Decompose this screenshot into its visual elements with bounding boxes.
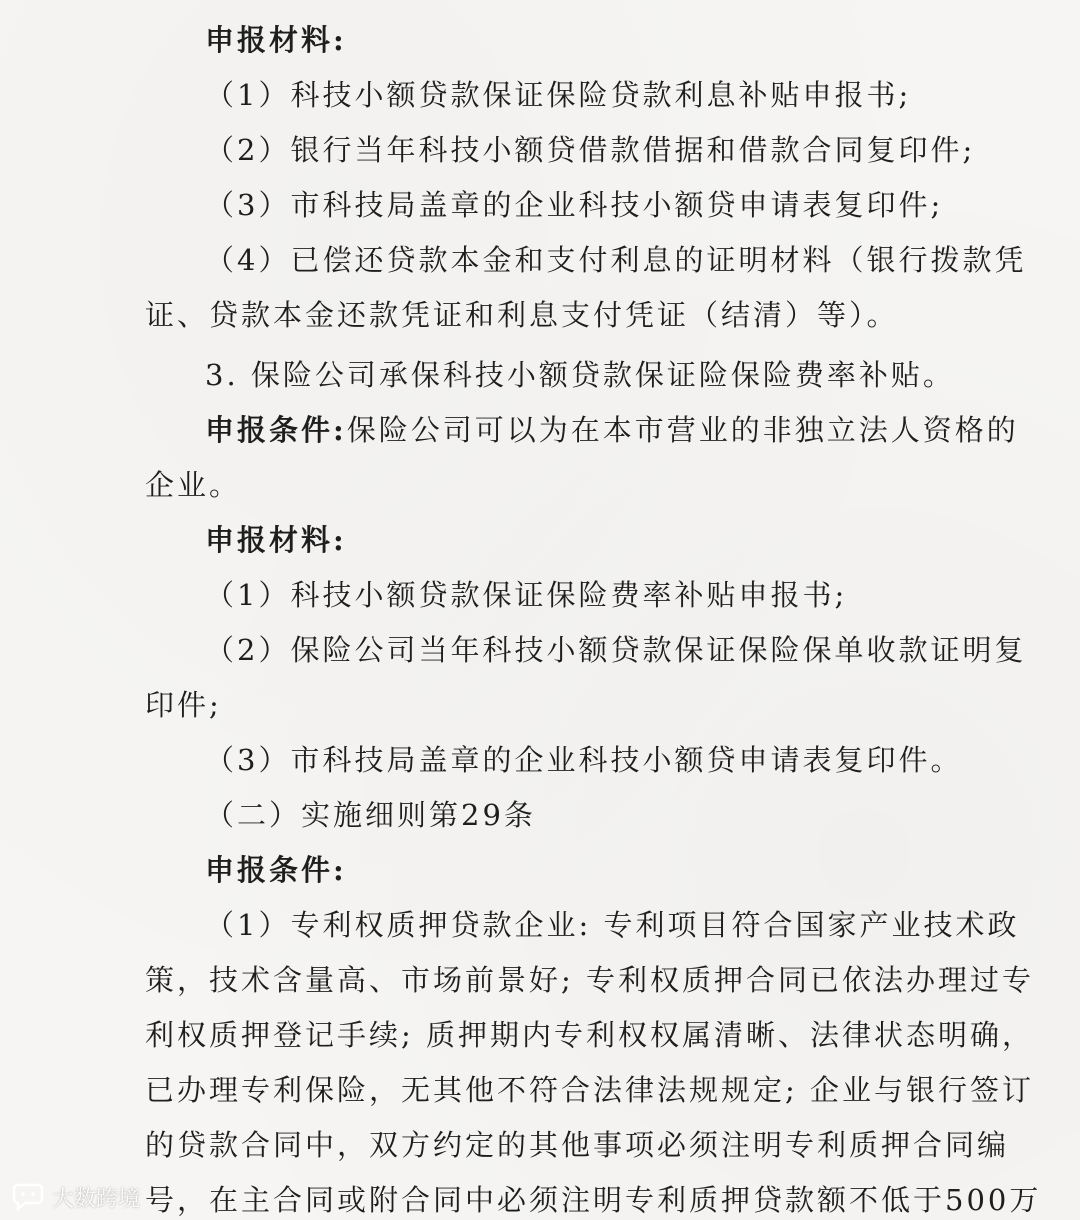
text-line: （1）专利权质押贷款企业: 专利项目符合国家产业技术政 [205,908,1020,942]
text-line: （1）科技小额贷款保证保险费率补贴申报书; [205,578,848,612]
text-line: （3）市科技局盖章的企业科技小额贷申请表复印件。 [205,743,963,777]
watermark [10,1180,140,1214]
heading-application-conditions-2: 申报条件: [205,853,347,887]
text-line: 印件; [145,688,222,722]
text-line: （4）已偿还贷款本金和支付利息的证明材料（银行拨款凭 [205,243,1027,277]
text-span: 保险公司可以为在本市营业的非独立法人资格的 [346,413,1019,447]
chat-bubble-icon [10,1183,46,1211]
text-line: 号，在主合同或附合同中必须注明专利质押贷款额不低于500万 [145,1183,1042,1217]
heading-application-materials-2: 申报材料: [205,523,347,557]
text-line: （2）保险公司当年科技小额贷款保证保险保单收款证明复 [205,633,1027,667]
subsection-heading: （二）实施细则第29条 [205,798,536,832]
heading-application-conditions-1: 申报条件: [205,413,347,447]
text-line: 利权质押登记手续; 质押期内专利权权属清晰、法律状态明确， [145,1018,1034,1052]
text-line: （2）银行当年科技小额贷借款借据和借款合同复印件; [205,133,976,167]
text-line: 的贷款合同中，双方约定的其他事项必须注明专利质押合同编 [145,1128,1010,1162]
heading-application-materials-1: 申报材料: [205,23,347,57]
text-line: 策，技术含量高、市场前景好; 专利权质押合同已依法办理过专 [145,963,1034,997]
section-heading: 3. 保险公司承保科技小额贷款保证险保险费率补贴。 [205,358,955,392]
text-line: 企业。 [145,468,242,502]
text-line: 已办理专利保险，无其他不符合法律法规规定; 企业与银行签订 [145,1073,1034,1107]
text-line: （1）科技小额贷款保证保险贷款利息补贴申报书; [205,78,912,112]
watermark-text: 大数跨境 [52,1186,141,1212]
application-conditions-line [205,410,1019,450]
text-line: 证、贷款本金还款凭证和利息支付凭证（结清）等）。 [145,298,899,332]
text-line: （3）市科技局盖章的企业科技小额贷申请表复印件; [205,188,944,222]
